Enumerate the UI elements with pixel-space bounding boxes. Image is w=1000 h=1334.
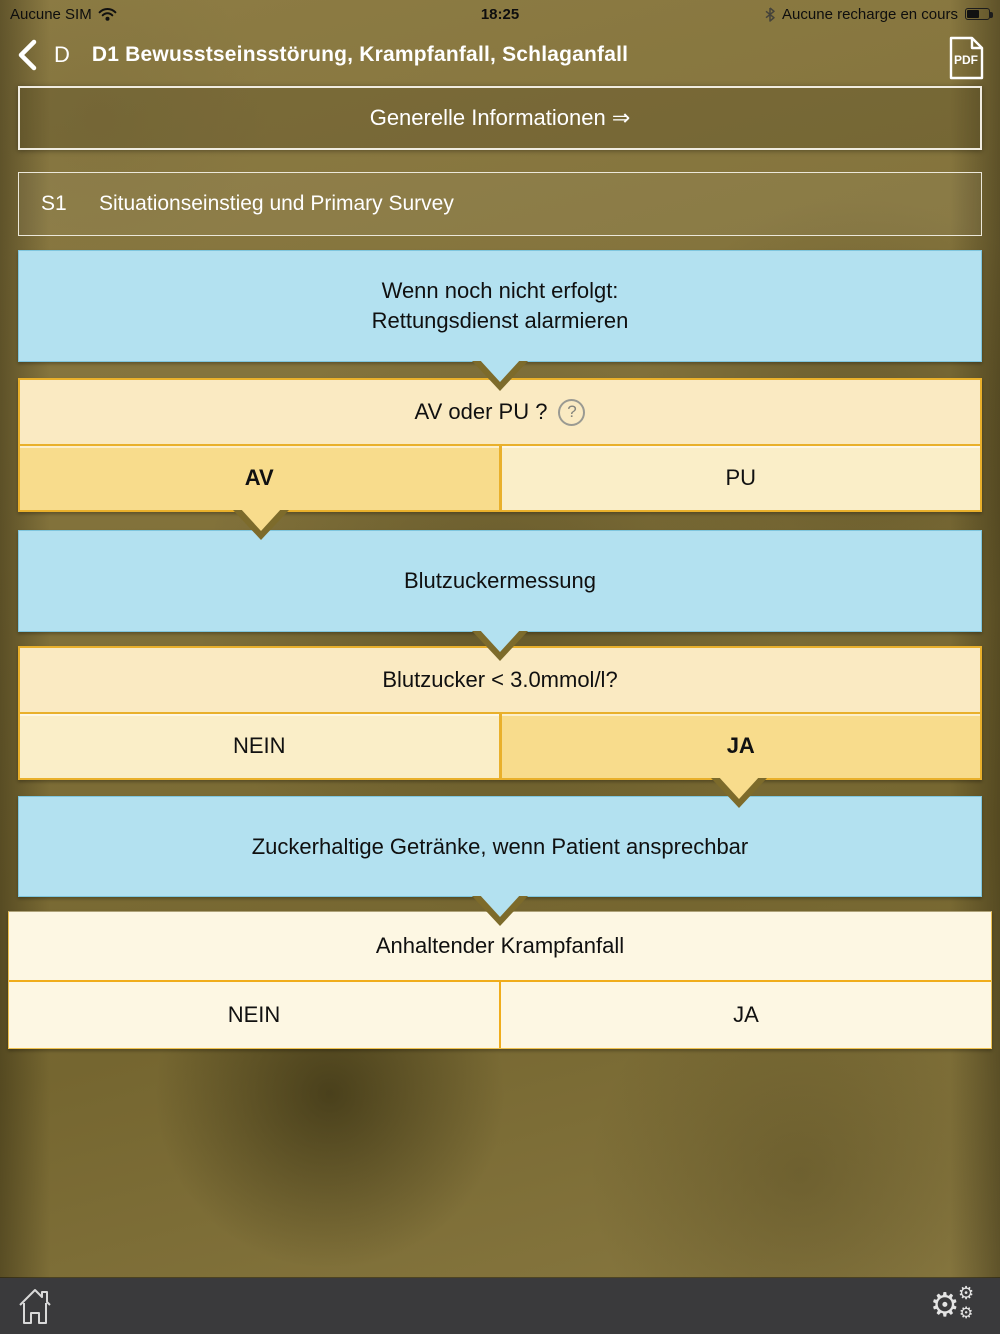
battery-icon bbox=[965, 8, 990, 20]
sugary-drinks-label: Zuckerhaltige Getränke, wenn Patient ansprechbar bbox=[251, 833, 749, 859]
seizure-ja-option-button[interactable]: JA bbox=[501, 982, 991, 1048]
blood-sugar-measure-box bbox=[18, 530, 982, 632]
back-chevron-icon bbox=[16, 38, 38, 72]
gear-icon: ⚙ bbox=[959, 1305, 974, 1322]
general-info-label: Generelle Informationen ⇒ bbox=[369, 105, 631, 130]
seizure-question-box bbox=[8, 911, 992, 1049]
s1-label: Situationseinstieg und Primary Survey bbox=[99, 192, 454, 215]
av-option-button[interactable]: AV bbox=[20, 446, 502, 510]
flow-arrow-down-icon bbox=[718, 776, 760, 799]
page-title: D1 Bewusstseinsstörung, Krampfanfall, Schlaganfall bbox=[91, 43, 629, 66]
s1-code: S1 bbox=[41, 192, 67, 215]
charge-status-label: Aucune recharge en cours bbox=[782, 5, 958, 23]
home-button[interactable] bbox=[18, 1286, 52, 1326]
av-pu-question-text: AV oder PU ? bbox=[414, 399, 548, 424]
gear-icon: ⚙ bbox=[958, 1283, 975, 1303]
home-icon bbox=[18, 1286, 52, 1326]
alert-info-box bbox=[18, 250, 982, 362]
settings-button[interactable] bbox=[930, 1284, 982, 1328]
nein-option-button[interactable]: NEIN bbox=[20, 714, 502, 778]
flow-arrow-down-icon bbox=[479, 894, 521, 917]
clock: 18:25 bbox=[480, 5, 520, 23]
battery-fill bbox=[967, 10, 979, 18]
alert-line1: Wenn noch nicht erfolgt: bbox=[381, 278, 619, 303]
flowchart bbox=[18, 86, 982, 1049]
back-button[interactable] bbox=[16, 38, 38, 72]
general-info-button[interactable] bbox=[18, 86, 982, 150]
ja-option-button[interactable]: JA bbox=[502, 714, 981, 778]
pdf-button[interactable] bbox=[948, 36, 984, 85]
pdf-icon bbox=[948, 36, 984, 80]
blood-sugar-measure-label: Blutzuckermessung bbox=[404, 568, 596, 593]
nav-section-label: D bbox=[54, 42, 70, 67]
av-pu-question-box bbox=[18, 378, 982, 512]
gear-icon: ⚙ bbox=[930, 1286, 960, 1323]
status-bar bbox=[0, 0, 1000, 28]
seizure-options bbox=[9, 982, 991, 1048]
pu-option-button[interactable]: PU bbox=[502, 446, 981, 510]
flow-arrow-down-icon bbox=[479, 629, 521, 652]
alert-line2: Rettungsdienst alarmieren bbox=[371, 308, 629, 333]
s1-section-row[interactable] bbox=[18, 172, 982, 236]
blood-sugar-question-box bbox=[18, 646, 982, 780]
flow-arrow-down-icon bbox=[479, 359, 521, 382]
blood-sugar-question-text: Blutzucker < 3.0mmol/l? bbox=[382, 667, 618, 692]
help-icon[interactable]: ? bbox=[558, 399, 585, 426]
blood-sugar-options bbox=[20, 714, 980, 778]
seizure-question-text: Anhaltender Krampfanfall bbox=[375, 933, 625, 958]
bottom-toolbar bbox=[0, 1278, 1000, 1334]
battery-nub bbox=[990, 12, 993, 18]
flow-arrow-down-icon bbox=[240, 508, 282, 531]
seizure-nein-option-button[interactable]: NEIN bbox=[9, 982, 501, 1048]
carrier-label: Aucune SIM bbox=[10, 5, 92, 23]
nav-bar bbox=[0, 28, 1000, 82]
av-pu-options bbox=[20, 446, 980, 510]
sugary-drinks-box bbox=[18, 796, 982, 897]
svg-text:PDF: PDF bbox=[954, 53, 978, 67]
